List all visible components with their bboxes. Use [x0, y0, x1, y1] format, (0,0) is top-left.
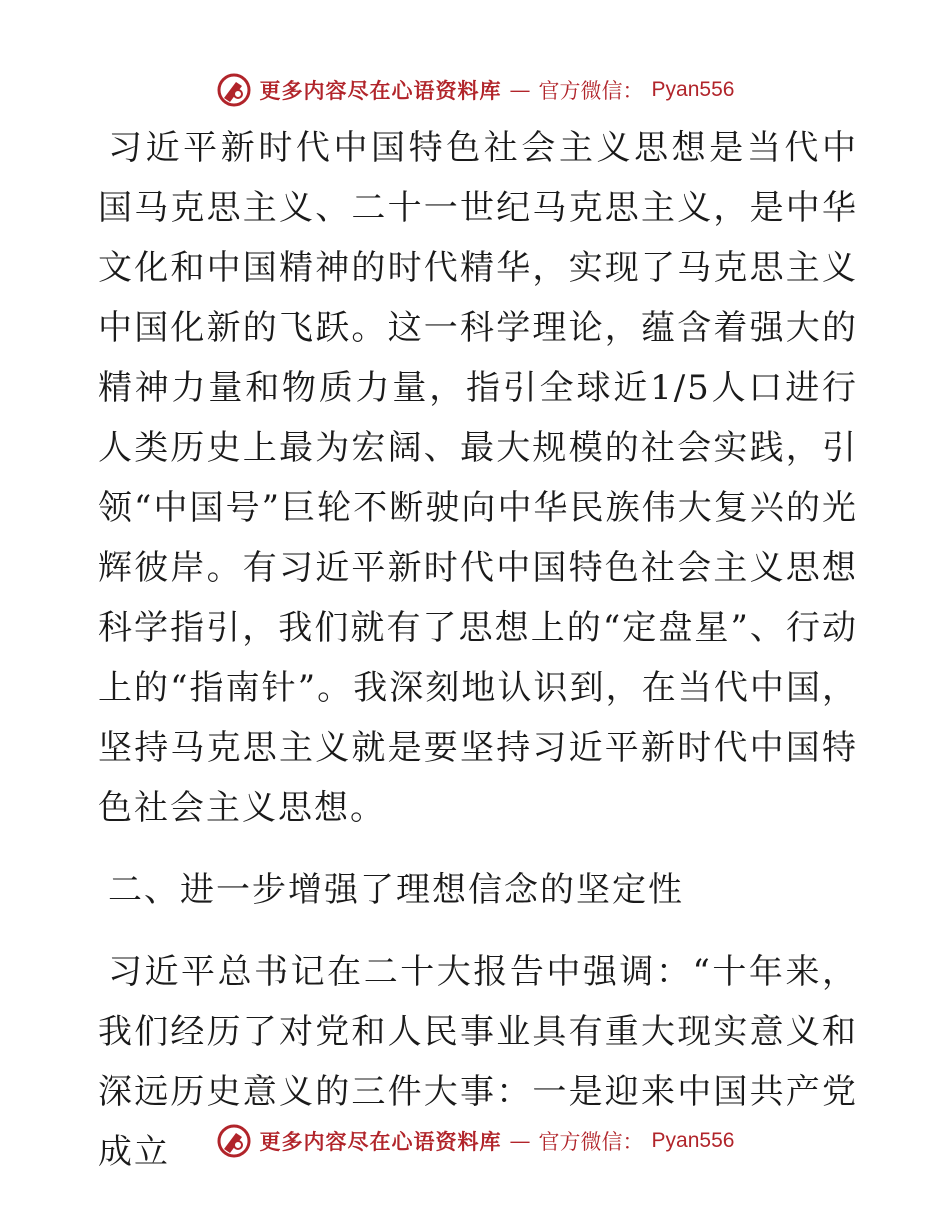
banner-wechat-id: Pyan556 — [651, 1129, 735, 1152]
banner-wechat-label: 官方微信： — [538, 79, 644, 103]
body-paragraph-2: 习近平总书记在二十大报告中强调：“十年来，我们经历了对党和人民事业具有重大现实意义和深远历史意义的三件大事：一是迎来中国共产党成立 — [98, 952, 858, 1172]
banner-main-text: 更多内容尽在心语资料库 — [259, 1129, 502, 1154]
section-heading: 二、进一步增强了理想信念的坚定性 — [108, 870, 684, 910]
brand-logo-icon — [216, 72, 252, 108]
brand-logo-icon — [216, 1123, 252, 1159]
header-watermark-banner — [0, 72, 950, 108]
banner-dash: — — [509, 1129, 531, 1153]
document-body — [98, 118, 858, 1182]
footer-watermark-banner — [0, 1123, 950, 1159]
banner-main-text: 更多内容尽在心语资料库 — [259, 78, 502, 103]
banner-wechat-id: Pyan556 — [651, 78, 735, 101]
banner-dash: — — [509, 78, 531, 102]
banner-wechat-label: 官方微信： — [538, 1130, 644, 1154]
body-paragraph-1: 习近平新时代中国特色社会主义思想是当代中国马克思主义、二十一世纪马克思主义，是中华文化和中国精神的时代精华，实现了马克思主义中国化新的飞跃。这一科学理论，蕴含着强大的精神力量和物质力量，指引全球近1/5人口进行人类历史上最为宏阔、最大规模的社会实践，引领“中国号”巨轮不断驶向中华民族伟大复兴的光辉彼岸。有习近平新时代中国特色社会主义思想科学指引，我们就有了思想上的“定盘星”、行动上的“指南针”。我深刻地认识到，在当代中国，坚持马克思主义就是要坚持习近平新时代中国特色社会主义思想。 — [98, 128, 858, 828]
